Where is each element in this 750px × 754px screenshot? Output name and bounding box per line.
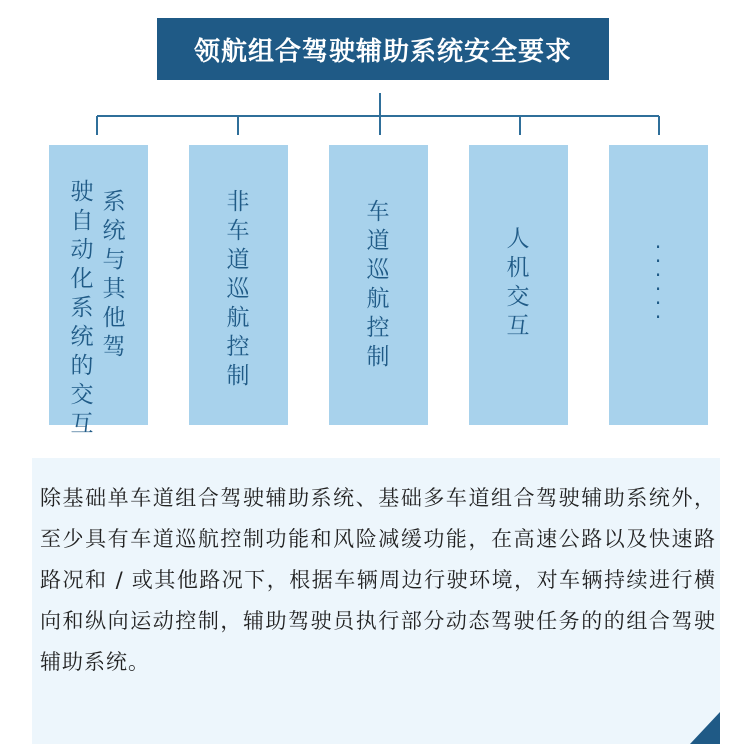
category-label-interaction-part2: 驶自动化系统的交互 <box>70 179 94 437</box>
category-label-non-lane-cruise: 非车道巡航控制 <box>226 189 250 389</box>
category-label-hmi: 人机交互 <box>506 226 530 339</box>
definition-text: 除基础单车道组合驾驶辅助系统、基础多车道组合驾驶辅助系统外，至少具有车道巡航控制功能和风险减缓功能，在高速公路以及快速路路况和 / 或其他路况下，根据车辆周边行驶环境，对车辆持续进行横向和纵向运动控制，辅助驾驶员执行部分动态驾驶任务的的组合驾驶辅助系统。 <box>40 486 716 674</box>
corner-triangle-icon <box>690 712 720 744</box>
category-label-interaction-part1: 系统与其他驾 <box>102 189 126 360</box>
category-label-more: ······ <box>654 235 662 329</box>
tree-connectors <box>0 0 750 160</box>
diagram-title: 领航组合驾驶辅助系统安全要求 <box>157 18 609 80</box>
category-label-lane-cruise: 车道巡航控制 <box>366 199 390 370</box>
category-box-interaction <box>49 145 148 425</box>
